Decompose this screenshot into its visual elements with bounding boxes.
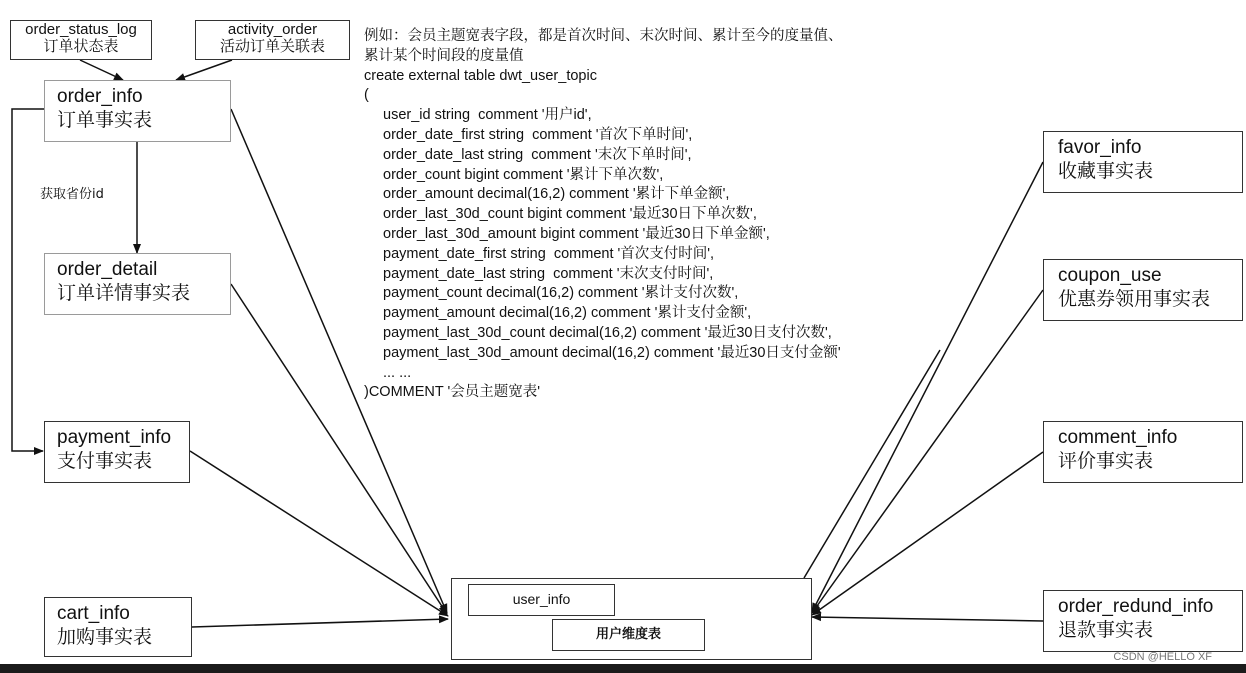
node-order-status-log: order_status_log 订单状态表 <box>10 20 152 60</box>
center-dim-label: 用户维度表 <box>552 619 705 651</box>
bottom-bar <box>0 664 1246 673</box>
node-favor-info: favor_info 收藏事实表 <box>1043 131 1243 193</box>
watermark: CSDN @HELLO XF <box>1113 651 1212 663</box>
code-line: create external table dwt_user_topic <box>364 67 597 84</box>
code-line: )COMMENT '会员主题宽表' <box>364 384 541 401</box>
node-coupon-use: coupon_use 优惠券领用事实表 <box>1043 259 1243 321</box>
code-line: order_last_30d_count bigint comment '最近30日下单次数', <box>383 206 757 223</box>
edge-payment-info-to-center <box>190 451 448 616</box>
node-order-detail: order_detail 订单详情事实表 <box>44 253 231 315</box>
edge-comment-info-to-center <box>812 452 1043 615</box>
edge-coupon-use-to-center <box>812 290 1043 613</box>
node-cart-info: cart_info 加购事实表 <box>44 597 192 657</box>
edge-order-redund-to-center <box>812 617 1043 621</box>
code-line: 例如：会员主题宽表字段，都是首次时间、末次时间、累计至今的度量值、 <box>364 28 843 44</box>
node-center-user-dimension <box>451 578 812 660</box>
code-line: order_date_last string comment '末次下单时间', <box>383 146 692 163</box>
code-line: ... ... <box>383 364 412 381</box>
code-line: order_amount decimal(16,2) comment '累计下单金额', <box>383 186 730 203</box>
code-line: user_id string comment '用户id', <box>383 107 592 124</box>
node-comment-info: comment_info 评价事实表 <box>1043 421 1243 483</box>
code-line: 累计某个时间段的度量值 <box>364 47 524 64</box>
node-order-info: order_info 订单事实表 <box>44 80 231 142</box>
edge-order-status-log-to-order-info <box>80 60 123 80</box>
edge-activity-order-to-order-info <box>176 60 232 80</box>
edge-cart-info-to-center <box>192 619 448 627</box>
code-line: payment_count decimal(16,2) comment '累计支付次数', <box>383 285 739 302</box>
center-user-info: user_info <box>468 584 615 616</box>
node-order-redund-info: order_redund_info 退款事实表 <box>1043 590 1243 652</box>
node-payment-info: payment_info 支付事实表 <box>44 421 190 483</box>
code-line: payment_amount decimal(16,2) comment '累计支付金额', <box>383 305 752 322</box>
code-line: payment_last_30d_count decimal(16,2) comment '最近30日支付次数', <box>383 324 832 341</box>
code-line: order_count bigint comment '累计下单次数', <box>383 166 664 183</box>
code-block-dwt-user-topic <box>364 27 843 403</box>
code-line: order_date_first string comment '首次下单时间', <box>383 126 693 143</box>
node-activity-order: activity_order 活动订单关联表 <box>195 20 350 60</box>
code-line: payment_last_30d_amount decimal(16,2) comment '最近30日支付金额' <box>383 344 841 361</box>
code-line: payment_date_last string comment '末次支付时间', <box>383 265 714 282</box>
edge-label-province-id: 获取省份id <box>40 187 104 202</box>
edge-order-info-to-payment-info <box>12 109 44 451</box>
edge-favor-info-to-center <box>812 162 1043 612</box>
code-line: order_last_30d_amount bigint comment '最近30日下单金额', <box>383 225 770 242</box>
code-line: ( <box>364 87 369 104</box>
code-line: payment_date_first string comment '首次支付时间', <box>383 245 715 262</box>
